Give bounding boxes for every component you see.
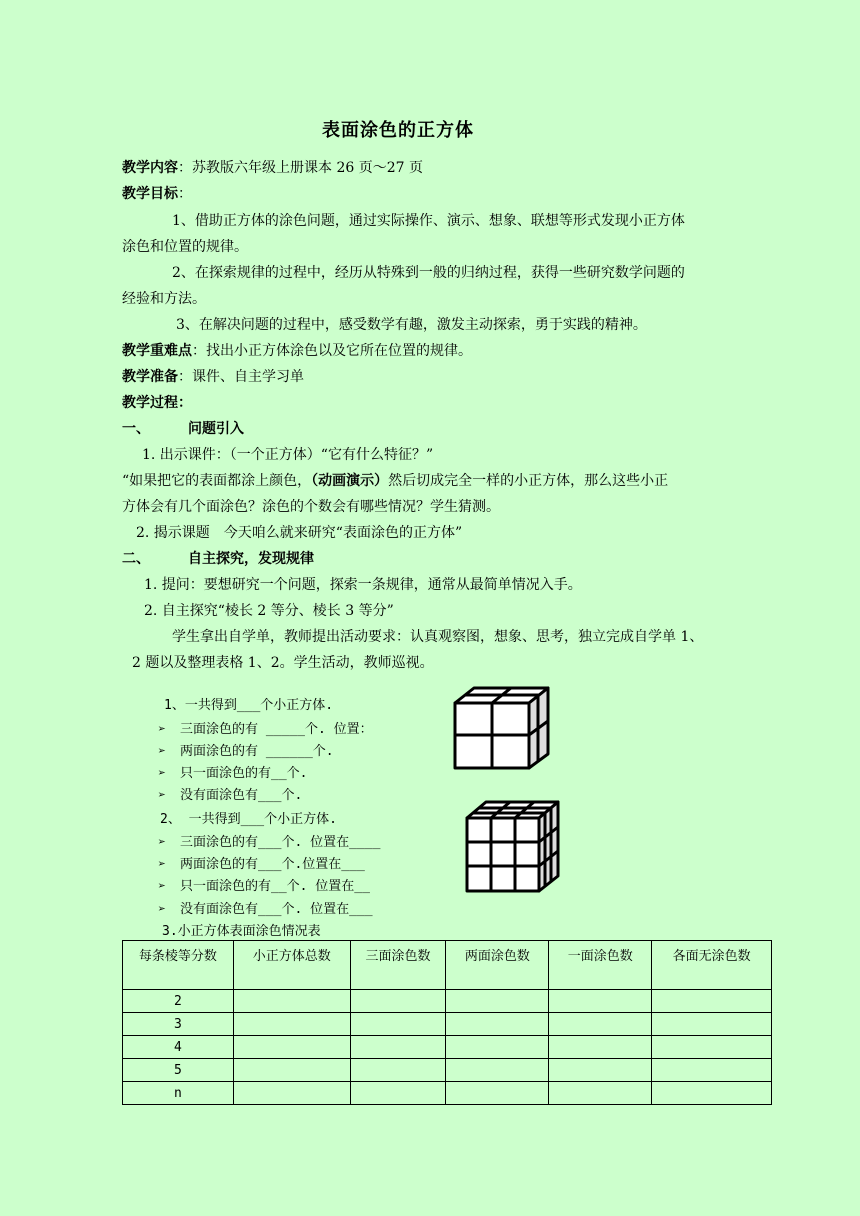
goal-3: 3、在解决问题的过程中，感受数学有趣，激发主动探索，勇于实践的精神。 [176,317,647,333]
prep-text: ：课件、自主学习单 [178,369,304,385]
table-cell[interactable] [652,990,772,1013]
table-cell[interactable] [350,1013,446,1036]
worksheet-2-item [158,853,365,872]
section-2-heading [122,548,314,568]
goals-label: 教学目标 [122,186,178,202]
key-label: 教学重难点 [122,343,192,359]
content-text: ：苏教版六年级上册课本 26 页～27 页 [178,160,423,176]
table-cell[interactable] [652,1059,772,1082]
table-cell[interactable] [233,1082,350,1105]
table-cell[interactable] [549,1036,652,1059]
table-row [123,1013,772,1036]
bullet-icon: ➢ [158,744,166,759]
row-label: n [123,1082,234,1105]
table-header-cell: 每条棱等分数 [123,941,234,990]
section-2-num: 二、 [122,551,150,567]
table-cell[interactable] [446,990,549,1013]
table-cell[interactable] [652,1013,772,1036]
table-cell[interactable] [350,1059,446,1082]
table-cell[interactable] [549,1013,652,1036]
goal-1-line-1: 1、借助正方体的涂色问题，通过实际操作、演示、想象、联想等形式发现小正方体 [172,213,685,229]
s1-item-2: 2. 揭示课题 今天咱么就来研究“表面涂色的正方体” [136,525,463,541]
s1-para-a: “如果把它的表面都涂上颜色， [122,473,312,489]
bullet-icon: ➢ [158,766,166,781]
bullet-icon: ➢ [158,835,166,850]
table-cell[interactable] [446,1082,549,1105]
worksheet-2-item [158,875,370,894]
table-row [123,1082,772,1105]
table-cell[interactable] [446,1036,549,1059]
table-cell[interactable] [549,1059,652,1082]
ws1-item-text: 三面涂色的有 _____个. 位置： [180,722,373,737]
table-header-cell: 两面涂色数 [446,941,549,990]
worksheet-1-head: 1、一共得到___个小正方体. [164,698,334,713]
row-label: 5 [123,1059,234,1082]
table-header-row [123,941,772,990]
row-label: 4 [123,1036,234,1059]
table-header-cell: 小正方体总数 [233,941,350,990]
s1-para-b: 然后切成完全一样的小正方体，那么这些小正 [388,473,669,489]
worksheet-1-item [158,740,334,759]
s2-paragraph-line-1: 学生拿出自学单，教师提出活动要求：认真观察图，想象、思考，独立完成自学单 1、 [172,629,704,645]
goals-heading [122,183,192,203]
table-cell[interactable] [350,1082,446,1105]
ws1-item-text: 两面涂色的有 ______个. [180,744,334,759]
s1-para-bold: （动画演示） [311,473,389,489]
content-label: 教学内容 [122,160,178,176]
s1-paragraph-line-1 [122,470,668,490]
s1-item-1: 1. 出示课件：（一个正方体）“它有什么特征？” [142,447,434,463]
row-label: 3 [123,1013,234,1036]
cube-2x2-icon [450,684,554,774]
row-label: 2 [123,990,234,1013]
goal-2-line-2: 经验和方法。 [122,291,206,307]
s2-item-1: 1. 提问：要想研究一个问题，探索一条规律，通常从最简单情况入手。 [144,577,582,593]
goal-1-line-2: 涂色和位置的规律。 [122,239,248,255]
section-2-title: 自主探究，发现规律 [188,551,314,567]
s2-paragraph-line-2: 2 题以及整理表格 1、2。学生活动，教师巡视。 [132,655,434,671]
table-cell[interactable] [446,1013,549,1036]
table-header-cell: 各面无涂色数 [652,941,772,990]
process-heading [122,392,192,412]
content-line [122,157,423,177]
worksheet-2-head: 2、 一共得到___个小正方体. [160,812,337,827]
ws2-item-text: 两面涂色的有___个.位置在___ [180,857,365,872]
table-row [123,990,772,1013]
section-1-heading [122,418,244,438]
worksheet-1-item [158,718,373,737]
bullet-icon: ➢ [158,788,166,803]
table-cell[interactable] [446,1059,549,1082]
table-cell[interactable] [652,1082,772,1105]
table-row [123,1059,772,1082]
table-row [123,1036,772,1059]
worksheet-2-item [158,898,373,917]
process-label: 教学过程 [122,395,178,411]
ws1-item-text: 没有面涂色有___个. [180,788,303,803]
section-1-num: 一、 [122,421,150,437]
ws2-item-text: 只一面涂色的有__个. 位置在__ [180,879,370,894]
ws2-item-text: 没有面涂色有___个. 位置在___ [180,902,373,917]
coloring-table [122,940,772,1105]
goal-2-line-1: 2、在探索规律的过程中，经历从特殊到一般的归纳过程，获得一些研究数学问题的 [172,265,685,281]
key-text: ：找出小正方体涂色以及它所在位置的规律。 [192,343,472,359]
bullet-icon: ➢ [158,902,166,917]
s1-paragraph-line-2: 方体会有几个面涂色？涂色的个数会有哪些情况？学生猜测。 [122,499,500,515]
worksheet-2-item [158,831,380,850]
goals-colon: ： [178,186,192,202]
prep-label: 教学准备 [122,369,178,385]
worksheet-1-item [158,762,307,781]
cube-3x3-icon [462,798,562,896]
bullet-icon: ➢ [158,857,166,872]
prep-line [122,366,304,386]
table-cell[interactable] [549,990,652,1013]
table-cell[interactable] [233,1013,350,1036]
ws1-item-text: 只一面涂色的有__个. [180,766,308,781]
page-title: 表面涂色的正方体 [322,120,474,141]
section-1-title: 问题引入 [188,421,244,437]
table-cell[interactable] [350,990,446,1013]
key-line [122,340,472,360]
bullet-icon: ➢ [158,879,166,894]
s2-item-2: 2. 自主探究“棱长 2 等分、棱长 3 等分” [144,603,394,619]
table-header-cell: 一面涂色数 [549,941,652,990]
table-cell[interactable] [350,1036,446,1059]
table-cell[interactable] [549,1082,652,1105]
bullet-icon: ➢ [158,722,166,737]
ws2-item-text: 三面涂色的有___个. 位置在____ [180,835,381,850]
worksheet-1-item [158,784,302,803]
process-colon: ： [178,395,192,411]
table-header-cell: 三面涂色数 [350,941,446,990]
table-cell[interactable] [233,990,350,1013]
table-cell[interactable] [652,1036,772,1059]
table-cell[interactable] [233,1036,350,1059]
table-caption: 3.小正方体表面涂色情况表 [162,924,321,939]
table-cell[interactable] [233,1059,350,1082]
